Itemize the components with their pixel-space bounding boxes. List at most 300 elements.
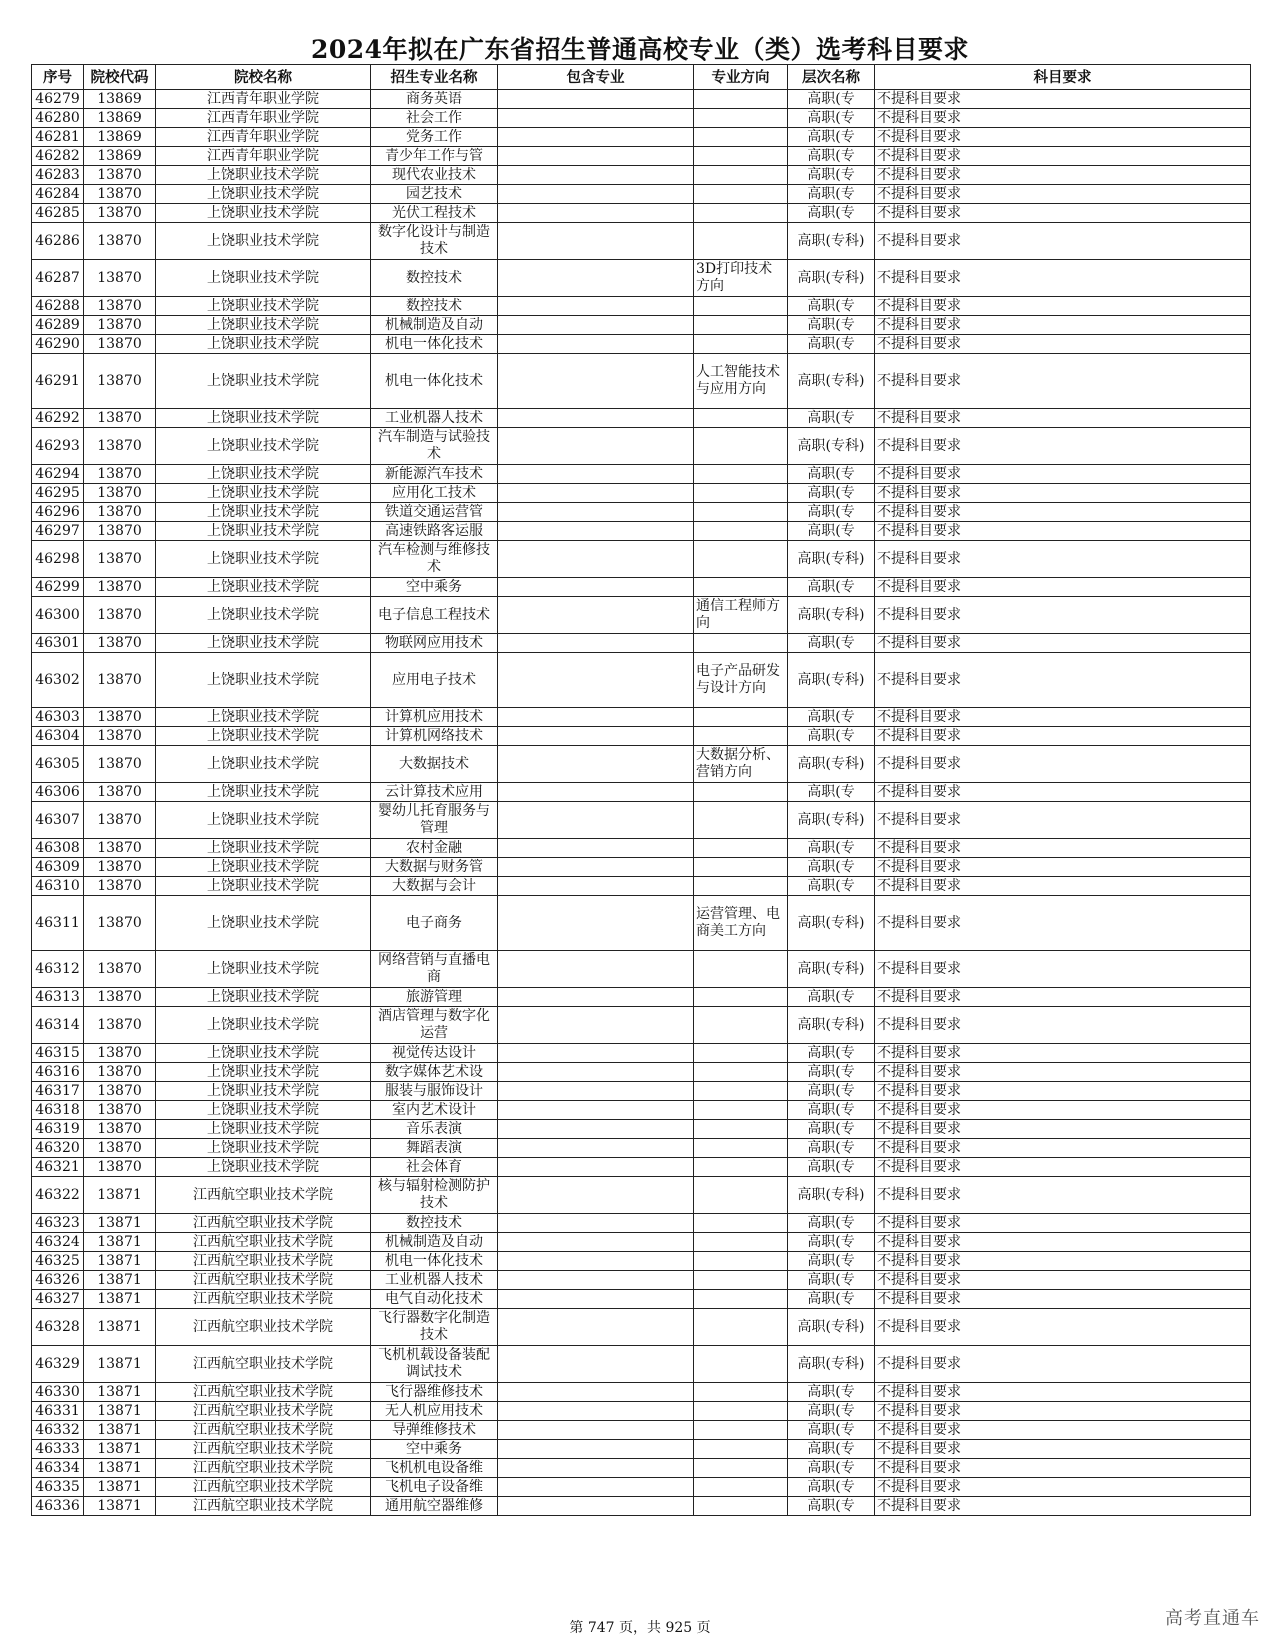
cell-major-direction: [694, 522, 788, 541]
cell-school-name: 上饶职业技术学院: [156, 1139, 371, 1158]
cell-seq: 46319: [32, 1120, 84, 1139]
cell-level: 高职(专: [788, 465, 875, 484]
cell-subject-req: 不提科目要求: [875, 223, 1251, 260]
cell-level: 高职(专科): [788, 951, 875, 988]
cell-major-direction: [694, 578, 788, 597]
cell-major-direction: [694, 185, 788, 204]
cell-school-name: 上饶职业技术学院: [156, 409, 371, 428]
cell-school-name: 江西航空职业技术学院: [156, 1233, 371, 1252]
cell-included-majors: [498, 297, 694, 316]
cell-school-name: 上饶职业技术学院: [156, 1082, 371, 1101]
cell-major-name: 社会工作: [371, 109, 498, 128]
cell-major-direction: [694, 1007, 788, 1044]
table-row: [32, 1271, 1251, 1290]
header-school-code: 院校代码: [84, 65, 156, 90]
cell-level: 高职(专: [788, 1459, 875, 1478]
table-row: [32, 1402, 1251, 1421]
cell-seq: 46330: [32, 1383, 84, 1402]
cell-major-direction: [694, 1459, 788, 1478]
cell-major-direction: [694, 634, 788, 653]
cell-seq: 46323: [32, 1214, 84, 1233]
table-header-row: [32, 65, 1251, 90]
cell-level: 高职(专: [788, 90, 875, 109]
cell-level: 高职(专科): [788, 896, 875, 951]
cell-seq: 46282: [32, 147, 84, 166]
cell-major-direction: [694, 90, 788, 109]
cell-subject-req: 不提科目要求: [875, 877, 1251, 896]
cell-school-code: 13870: [84, 297, 156, 316]
cell-included-majors: [498, 896, 694, 951]
table-row: [32, 1044, 1251, 1063]
cell-school-name: 江西航空职业技术学院: [156, 1459, 371, 1478]
cell-school-name: 上饶职业技术学院: [156, 428, 371, 465]
cell-major-name: 飞行器维修技术: [371, 1383, 498, 1402]
cell-school-code: 13870: [84, 746, 156, 783]
cell-major-direction: [694, 1290, 788, 1309]
cell-included-majors: [498, 316, 694, 335]
cell-included-majors: [498, 1383, 694, 1402]
cell-major-direction: [694, 484, 788, 503]
cell-level: 高职(专: [788, 988, 875, 1007]
cell-school-code: 13870: [84, 260, 156, 297]
cell-seq: 46285: [32, 204, 84, 223]
cell-major-name: 数字化设计与制造技术: [371, 223, 498, 260]
table-row: [32, 147, 1251, 166]
cell-level: 高职(专: [788, 1497, 875, 1516]
cell-major-name: 婴幼儿托育服务与管理: [371, 802, 498, 839]
cell-school-name: 江西航空职业技术学院: [156, 1252, 371, 1271]
cell-major-name: 汽车检测与维修技术: [371, 541, 498, 578]
cell-school-code: 13871: [84, 1252, 156, 1271]
cell-major-direction: 电子产品研发与设计方向: [694, 653, 788, 708]
cell-subject-req: 不提科目要求: [875, 185, 1251, 204]
cell-seq: 46324: [32, 1233, 84, 1252]
table-body: [32, 90, 1251, 1516]
cell-school-name: 上饶职业技术学院: [156, 653, 371, 708]
cell-school-name: 上饶职业技术学院: [156, 316, 371, 335]
cell-school-name: 上饶职业技术学院: [156, 503, 371, 522]
cell-seq: 46279: [32, 90, 84, 109]
cell-major-name: 飞行器数字化制造技术: [371, 1309, 498, 1346]
table-row: [32, 708, 1251, 727]
cell-major-name: 青少年工作与管: [371, 147, 498, 166]
cell-major-direction: [694, 1252, 788, 1271]
header-seq: 序号: [32, 65, 84, 90]
cell-level: 高职(专: [788, 727, 875, 746]
cell-level: 高职(专: [788, 204, 875, 223]
cell-level: 高职(专: [788, 1120, 875, 1139]
cell-seq: 46296: [32, 503, 84, 522]
cell-school-name: 江西航空职业技术学院: [156, 1346, 371, 1383]
cell-level: 高职(专: [788, 128, 875, 147]
cell-subject-req: 不提科目要求: [875, 484, 1251, 503]
cell-included-majors: [498, 839, 694, 858]
table-row: [32, 988, 1251, 1007]
cell-major-name: 电子信息工程技术: [371, 597, 498, 634]
cell-major-direction: [694, 839, 788, 858]
cell-school-name: 上饶职业技术学院: [156, 578, 371, 597]
cell-major-name: 无人机应用技术: [371, 1402, 498, 1421]
cell-level: 高职(专: [788, 484, 875, 503]
cell-school-name: 上饶职业技术学院: [156, 335, 371, 354]
cell-school-code: 13870: [84, 335, 156, 354]
table-row: [32, 1421, 1251, 1440]
cell-seq: 46308: [32, 839, 84, 858]
cell-level: 高职(专: [788, 316, 875, 335]
cell-seq: 46321: [32, 1158, 84, 1177]
cell-seq: 46315: [32, 1044, 84, 1063]
cell-subject-req: 不提科目要求: [875, 988, 1251, 1007]
cell-included-majors: [498, 708, 694, 727]
table-row: [32, 1101, 1251, 1120]
cell-seq: 46313: [32, 988, 84, 1007]
cell-major-name: 导弹维修技术: [371, 1421, 498, 1440]
cell-included-majors: [498, 1271, 694, 1290]
cell-major-direction: [694, 316, 788, 335]
table-row: [32, 1309, 1251, 1346]
cell-seq: 46333: [32, 1440, 84, 1459]
cell-school-name: 上饶职业技术学院: [156, 1120, 371, 1139]
cell-seq: 46310: [32, 877, 84, 896]
cell-major-name: 空中乘务: [371, 1440, 498, 1459]
table-row: [32, 1478, 1251, 1497]
cell-seq: 46303: [32, 708, 84, 727]
cell-level: 高职(专科): [788, 354, 875, 409]
cell-school-code: 13870: [84, 223, 156, 260]
cell-major-name: 应用化工技术: [371, 484, 498, 503]
cell-school-code: 13870: [84, 634, 156, 653]
cell-level: 高职(专: [788, 1139, 875, 1158]
cell-seq: 46328: [32, 1309, 84, 1346]
cell-major-direction: [694, 128, 788, 147]
cell-major-direction: [694, 727, 788, 746]
cell-included-majors: [498, 260, 694, 297]
cell-major-direction: 通信工程师方向: [694, 597, 788, 634]
cell-major-direction: [694, 1120, 788, 1139]
cell-level: 高职(专: [788, 858, 875, 877]
cell-school-code: 13870: [84, 597, 156, 634]
cell-level: 高职(专科): [788, 1309, 875, 1346]
cell-major-name: 室内艺术设计: [371, 1101, 498, 1120]
cell-seq: 46309: [32, 858, 84, 877]
cell-subject-req: 不提科目要求: [875, 1402, 1251, 1421]
cell-subject-req: 不提科目要求: [875, 1383, 1251, 1402]
cell-school-name: 上饶职业技术学院: [156, 204, 371, 223]
cell-included-majors: [498, 204, 694, 223]
table-row: [32, 858, 1251, 877]
cell-school-name: 上饶职业技术学院: [156, 297, 371, 316]
cell-major-name: 农村金融: [371, 839, 498, 858]
cell-level: 高职(专: [788, 1233, 875, 1252]
cell-major-direction: [694, 204, 788, 223]
requirements-table: [31, 64, 1251, 1516]
brand-watermark: 高考直通车: [1165, 1608, 1260, 1629]
cell-level: 高职(专科): [788, 260, 875, 297]
cell-school-name: 江西航空职业技术学院: [156, 1177, 371, 1214]
cell-seq: 46293: [32, 428, 84, 465]
cell-school-name: 上饶职业技术学院: [156, 783, 371, 802]
table-row: [32, 409, 1251, 428]
cell-school-name: 上饶职业技术学院: [156, 597, 371, 634]
cell-school-name: 江西青年职业学院: [156, 147, 371, 166]
page-footer: 第 747 页，共 925 页: [569, 1620, 711, 1636]
cell-included-majors: [498, 634, 694, 653]
cell-major-name: 舞蹈表演: [371, 1139, 498, 1158]
cell-subject-req: 不提科目要求: [875, 1007, 1251, 1044]
cell-major-name: 酒店管理与数字化运营: [371, 1007, 498, 1044]
cell-school-code: 13870: [84, 1101, 156, 1120]
cell-school-code: 13870: [84, 858, 156, 877]
cell-subject-req: 不提科目要求: [875, 297, 1251, 316]
cell-school-code: 13871: [84, 1214, 156, 1233]
cell-major-name: 机电一体化技术: [371, 354, 498, 409]
cell-included-majors: [498, 484, 694, 503]
cell-seq: 46322: [32, 1177, 84, 1214]
cell-major-direction: [694, 297, 788, 316]
cell-school-code: 13869: [84, 128, 156, 147]
table-row: [32, 541, 1251, 578]
cell-included-majors: [498, 1101, 694, 1120]
cell-subject-req: 不提科目要求: [875, 1120, 1251, 1139]
cell-included-majors: [498, 727, 694, 746]
table-row: [32, 727, 1251, 746]
table-row: [32, 297, 1251, 316]
cell-major-direction: [694, 166, 788, 185]
cell-subject-req: 不提科目要求: [875, 1063, 1251, 1082]
cell-included-majors: [498, 1478, 694, 1497]
cell-included-majors: [498, 858, 694, 877]
table-row: [32, 634, 1251, 653]
cell-major-direction: [694, 708, 788, 727]
header-major-direction: 专业方向: [694, 65, 788, 90]
cell-seq: 46298: [32, 541, 84, 578]
cell-level: 高职(专: [788, 335, 875, 354]
cell-included-majors: [498, 1233, 694, 1252]
cell-included-majors: [498, 1120, 694, 1139]
cell-major-name: 数控技术: [371, 1214, 498, 1233]
cell-school-name: 上饶职业技术学院: [156, 858, 371, 877]
cell-major-name: 数控技术: [371, 260, 498, 297]
cell-major-direction: [694, 541, 788, 578]
cell-school-code: 13871: [84, 1497, 156, 1516]
cell-school-name: 江西航空职业技术学院: [156, 1421, 371, 1440]
cell-seq: 46291: [32, 354, 84, 409]
cell-seq: 46286: [32, 223, 84, 260]
cell-school-name: 江西航空职业技术学院: [156, 1440, 371, 1459]
cell-school-code: 13871: [84, 1383, 156, 1402]
table-row: [32, 653, 1251, 708]
cell-school-code: 13870: [84, 185, 156, 204]
cell-subject-req: 不提科目要求: [875, 1440, 1251, 1459]
table-row: [32, 597, 1251, 634]
cell-major-direction: [694, 1177, 788, 1214]
cell-seq: 46316: [32, 1063, 84, 1082]
cell-included-majors: [498, 503, 694, 522]
cell-seq: 46289: [32, 316, 84, 335]
cell-seq: 46302: [32, 653, 84, 708]
table-row: [32, 1440, 1251, 1459]
cell-included-majors: [498, 802, 694, 839]
cell-included-majors: [498, 1177, 694, 1214]
cell-school-code: 13870: [84, 465, 156, 484]
cell-major-direction: [694, 783, 788, 802]
table-row: [32, 802, 1251, 839]
cell-included-majors: [498, 988, 694, 1007]
table-row: [32, 204, 1251, 223]
cell-level: 高职(专: [788, 1478, 875, 1497]
cell-seq: 46294: [32, 465, 84, 484]
cell-subject-req: 不提科目要求: [875, 578, 1251, 597]
table-row: [32, 316, 1251, 335]
cell-subject-req: 不提科目要求: [875, 354, 1251, 409]
cell-included-majors: [498, 522, 694, 541]
cell-included-majors: [498, 1082, 694, 1101]
cell-subject-req: 不提科目要求: [875, 1459, 1251, 1478]
cell-level: 高职(专科): [788, 223, 875, 260]
cell-school-name: 上饶职业技术学院: [156, 746, 371, 783]
cell-included-majors: [498, 1063, 694, 1082]
cell-seq: 46300: [32, 597, 84, 634]
cell-subject-req: 不提科目要求: [875, 109, 1251, 128]
cell-major-direction: [694, 1158, 788, 1177]
cell-school-code: 13871: [84, 1177, 156, 1214]
table-row: [32, 1497, 1251, 1516]
cell-included-majors: [498, 128, 694, 147]
cell-seq: 46297: [32, 522, 84, 541]
cell-level: 高职(专: [788, 503, 875, 522]
cell-included-majors: [498, 185, 694, 204]
cell-major-direction: [694, 1383, 788, 1402]
cell-included-majors: [498, 746, 694, 783]
header-included-majors: 包含专业: [498, 65, 694, 90]
cell-major-name: 物联网应用技术: [371, 634, 498, 653]
cell-level: 高职(专: [788, 1101, 875, 1120]
cell-level: 高职(专: [788, 1383, 875, 1402]
cell-subject-req: 不提科目要求: [875, 1233, 1251, 1252]
cell-school-code: 13870: [84, 409, 156, 428]
cell-major-direction: [694, 1346, 788, 1383]
table-row: [32, 522, 1251, 541]
cell-included-majors: [498, 1309, 694, 1346]
cell-seq: 46301: [32, 634, 84, 653]
table-row: [32, 877, 1251, 896]
cell-seq: 46336: [32, 1497, 84, 1516]
cell-school-code: 13870: [84, 1044, 156, 1063]
cell-major-name: 机电一体化技术: [371, 1252, 498, 1271]
cell-subject-req: 不提科目要求: [875, 335, 1251, 354]
cell-subject-req: 不提科目要求: [875, 204, 1251, 223]
cell-subject-req: 不提科目要求: [875, 428, 1251, 465]
cell-level: 高职(专科): [788, 541, 875, 578]
cell-included-majors: [498, 1346, 694, 1383]
cell-school-name: 上饶职业技术学院: [156, 839, 371, 858]
cell-school-code: 13870: [84, 204, 156, 223]
cell-school-code: 13870: [84, 653, 156, 708]
cell-included-majors: [498, 465, 694, 484]
cell-school-name: 上饶职业技术学院: [156, 896, 371, 951]
cell-included-majors: [498, 1252, 694, 1271]
cell-included-majors: [498, 1402, 694, 1421]
cell-seq: 46332: [32, 1421, 84, 1440]
cell-included-majors: [498, 578, 694, 597]
cell-level: 高职(专: [788, 1271, 875, 1290]
cell-school-name: 上饶职业技术学院: [156, 877, 371, 896]
cell-level: 高职(专科): [788, 597, 875, 634]
table-row: [32, 109, 1251, 128]
cell-major-direction: [694, 223, 788, 260]
cell-seq: 46318: [32, 1101, 84, 1120]
cell-major-direction: [694, 858, 788, 877]
table-row: [32, 1007, 1251, 1044]
cell-school-name: 上饶职业技术学院: [156, 1007, 371, 1044]
cell-seq: 46295: [32, 484, 84, 503]
table-row: [32, 1459, 1251, 1478]
cell-major-direction: [694, 951, 788, 988]
cell-subject-req: 不提科目要求: [875, 653, 1251, 708]
cell-school-code: 13871: [84, 1290, 156, 1309]
table-row: [32, 1383, 1251, 1402]
cell-school-name: 江西航空职业技术学院: [156, 1214, 371, 1233]
cell-major-direction: [694, 1271, 788, 1290]
cell-seq: 46280: [32, 109, 84, 128]
cell-major-name: 党务工作: [371, 128, 498, 147]
cell-subject-req: 不提科目要求: [875, 1252, 1251, 1271]
cell-major-direction: [694, 503, 788, 522]
cell-level: 高职(专科): [788, 1007, 875, 1044]
cell-subject-req: 不提科目要求: [875, 1290, 1251, 1309]
cell-school-code: 13870: [84, 316, 156, 335]
cell-level: 高职(专: [788, 185, 875, 204]
cell-school-name: 江西青年职业学院: [156, 90, 371, 109]
cell-major-direction: [694, 409, 788, 428]
cell-major-name: 园艺技术: [371, 185, 498, 204]
cell-major-name: 社会体育: [371, 1158, 498, 1177]
cell-major-name: 工业机器人技术: [371, 1271, 498, 1290]
cell-major-direction: [694, 1309, 788, 1346]
cell-level: 高职(专科): [788, 428, 875, 465]
cell-seq: 46283: [32, 166, 84, 185]
cell-level: 高职(专: [788, 1402, 875, 1421]
cell-school-name: 上饶职业技术学院: [156, 522, 371, 541]
cell-major-direction: [694, 1497, 788, 1516]
cell-subject-req: 不提科目要求: [875, 1421, 1251, 1440]
cell-included-majors: [498, 1497, 694, 1516]
cell-included-majors: [498, 1421, 694, 1440]
cell-major-name: 商务英语: [371, 90, 498, 109]
cell-subject-req: 不提科目要求: [875, 1158, 1251, 1177]
cell-level: 高职(专: [788, 708, 875, 727]
cell-school-code: 13870: [84, 428, 156, 465]
cell-school-code: 13871: [84, 1440, 156, 1459]
table-row: [32, 1252, 1251, 1271]
cell-subject-req: 不提科目要求: [875, 802, 1251, 839]
cell-school-code: 13869: [84, 90, 156, 109]
table-row: [32, 223, 1251, 260]
cell-school-code: 13870: [84, 522, 156, 541]
cell-school-name: 江西青年职业学院: [156, 128, 371, 147]
cell-major-name: 数字媒体艺术设: [371, 1063, 498, 1082]
cell-major-name: 计算机网络技术: [371, 727, 498, 746]
table-row: [32, 1214, 1251, 1233]
header-major-name: 招生专业名称: [371, 65, 498, 90]
cell-included-majors: [498, 1139, 694, 1158]
cell-school-code: 13870: [84, 951, 156, 988]
cell-included-majors: [498, 223, 694, 260]
header-level: 层次名称: [788, 65, 875, 90]
cell-seq: 46292: [32, 409, 84, 428]
cell-level: 高职(专: [788, 1158, 875, 1177]
table-row: [32, 578, 1251, 597]
